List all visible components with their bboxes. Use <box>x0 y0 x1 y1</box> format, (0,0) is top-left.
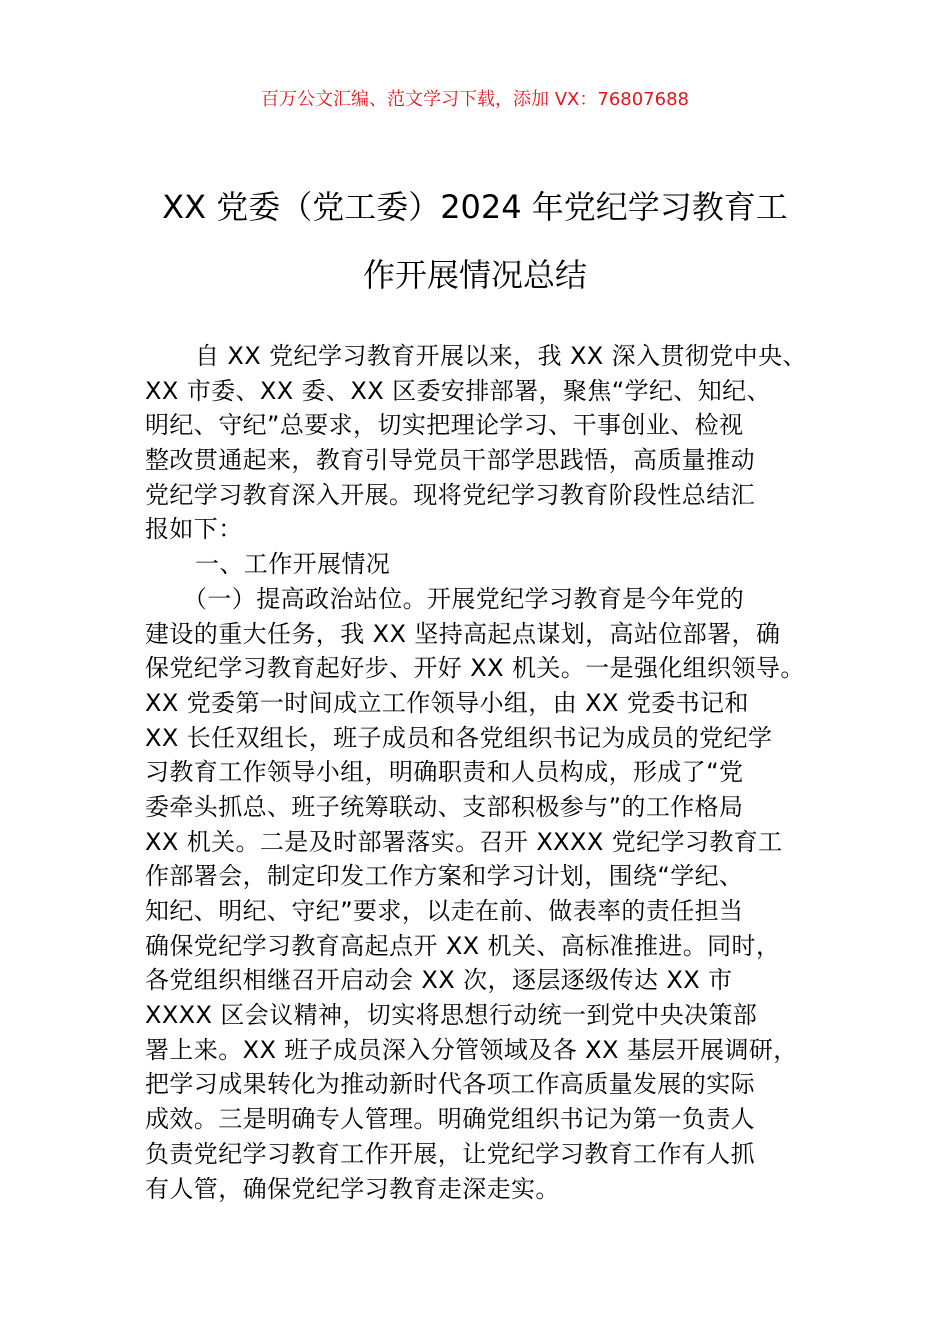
paragraph-line: XX 长任双组长，班子成员和各党组织书记为成员的党纪学 <box>145 723 773 752</box>
paragraph-line: 各党组织相继召开启动会 XX 次，逐层逐级传达 XX 市 <box>145 966 733 995</box>
document-title-line-2: 作开展情况总结 <box>362 256 587 294</box>
paragraph-line: 保党纪学习教育起好步、开好 XX 机关。一是强化组织领导。 <box>145 654 805 683</box>
paragraph-line: 整改贯通起来，教育引导党员干部学思践悟，高质量推动 <box>145 446 755 475</box>
paragraph-line: 习教育工作领导小组，明确职责和人员构成，形成了“党 <box>145 758 744 787</box>
paragraph-line: 确保党纪学习教育高起点开 XX 机关、高标准推进。同时， <box>145 931 781 960</box>
paragraph-line: 自 XX 党纪学习教育开展以来，我 XX 深入贯彻党中央、 <box>195 342 807 370</box>
paragraph-line: 党纪学习教育深入开展。现将党纪学习教育阶段性总结汇 <box>145 480 755 509</box>
paragraph-line: 有人管，确保党纪学习教育走深走实。 <box>145 1174 560 1203</box>
paragraph-line: 负责党纪学习教育工作开展，让党纪学习教育工作有人抓 <box>145 1139 755 1168</box>
paragraph-line: 委牵头抓总、班子统筹联动、支部积极参与”的工作格局 <box>145 792 744 821</box>
paragraph-line: 明纪、守纪”总要求，切实把理论学习、干事创业、检视 <box>145 411 744 440</box>
paragraph-line: 把学习成果转化为推动新时代各项工作高质量发展的实际 <box>145 1070 755 1099</box>
paragraph-line: XX 市委、XX 委、XX 区委安排部署，聚焦“学纪、知纪、 <box>145 376 771 405</box>
document-body <box>145 339 845 1206</box>
paragraph-line: 作部署会，制定印发工作方案和学习计划，围绕“学纪、 <box>145 862 744 891</box>
paragraph-line: （一）提高政治站位。开展党纪学习教育是今年党的 <box>183 584 745 613</box>
paragraph-line: XX 机关。二是及时部署落实。召开 XXXX 党纪学习教育工 <box>145 827 783 856</box>
paragraph-line: XXXX 区会议精神，切实将思想行动统一到党中央决策部 <box>145 1001 758 1030</box>
document-title-line-1: XX 党委（党工委）2024 年党纪学习教育工 <box>162 188 788 226</box>
paragraph-line: 署上来。XX 班子成员深入分管领域及各 XX 基层开展调研， <box>145 1035 798 1064</box>
paragraph-line: 报如下： <box>145 515 243 544</box>
paragraph-line: 知纪、明纪、守纪”要求，以走在前、做表率的责任担当 <box>145 897 744 925</box>
section-heading: 一、工作开展情况 <box>195 550 391 579</box>
watermark-note: 百万公文汇编、范文学习下载，添加 VX：76807688 <box>261 89 689 110</box>
paragraph-line: XX 党委第一时间成立工作领导小组，由 XX 党委书记和 <box>145 688 749 717</box>
paragraph-line: 建设的重大任务，我 XX 坚持高起点谋划，高站位部署，确 <box>145 619 781 648</box>
paragraph-line: 成效。三是明确专人管理。明确党组织书记为第一负责人 <box>145 1105 755 1134</box>
